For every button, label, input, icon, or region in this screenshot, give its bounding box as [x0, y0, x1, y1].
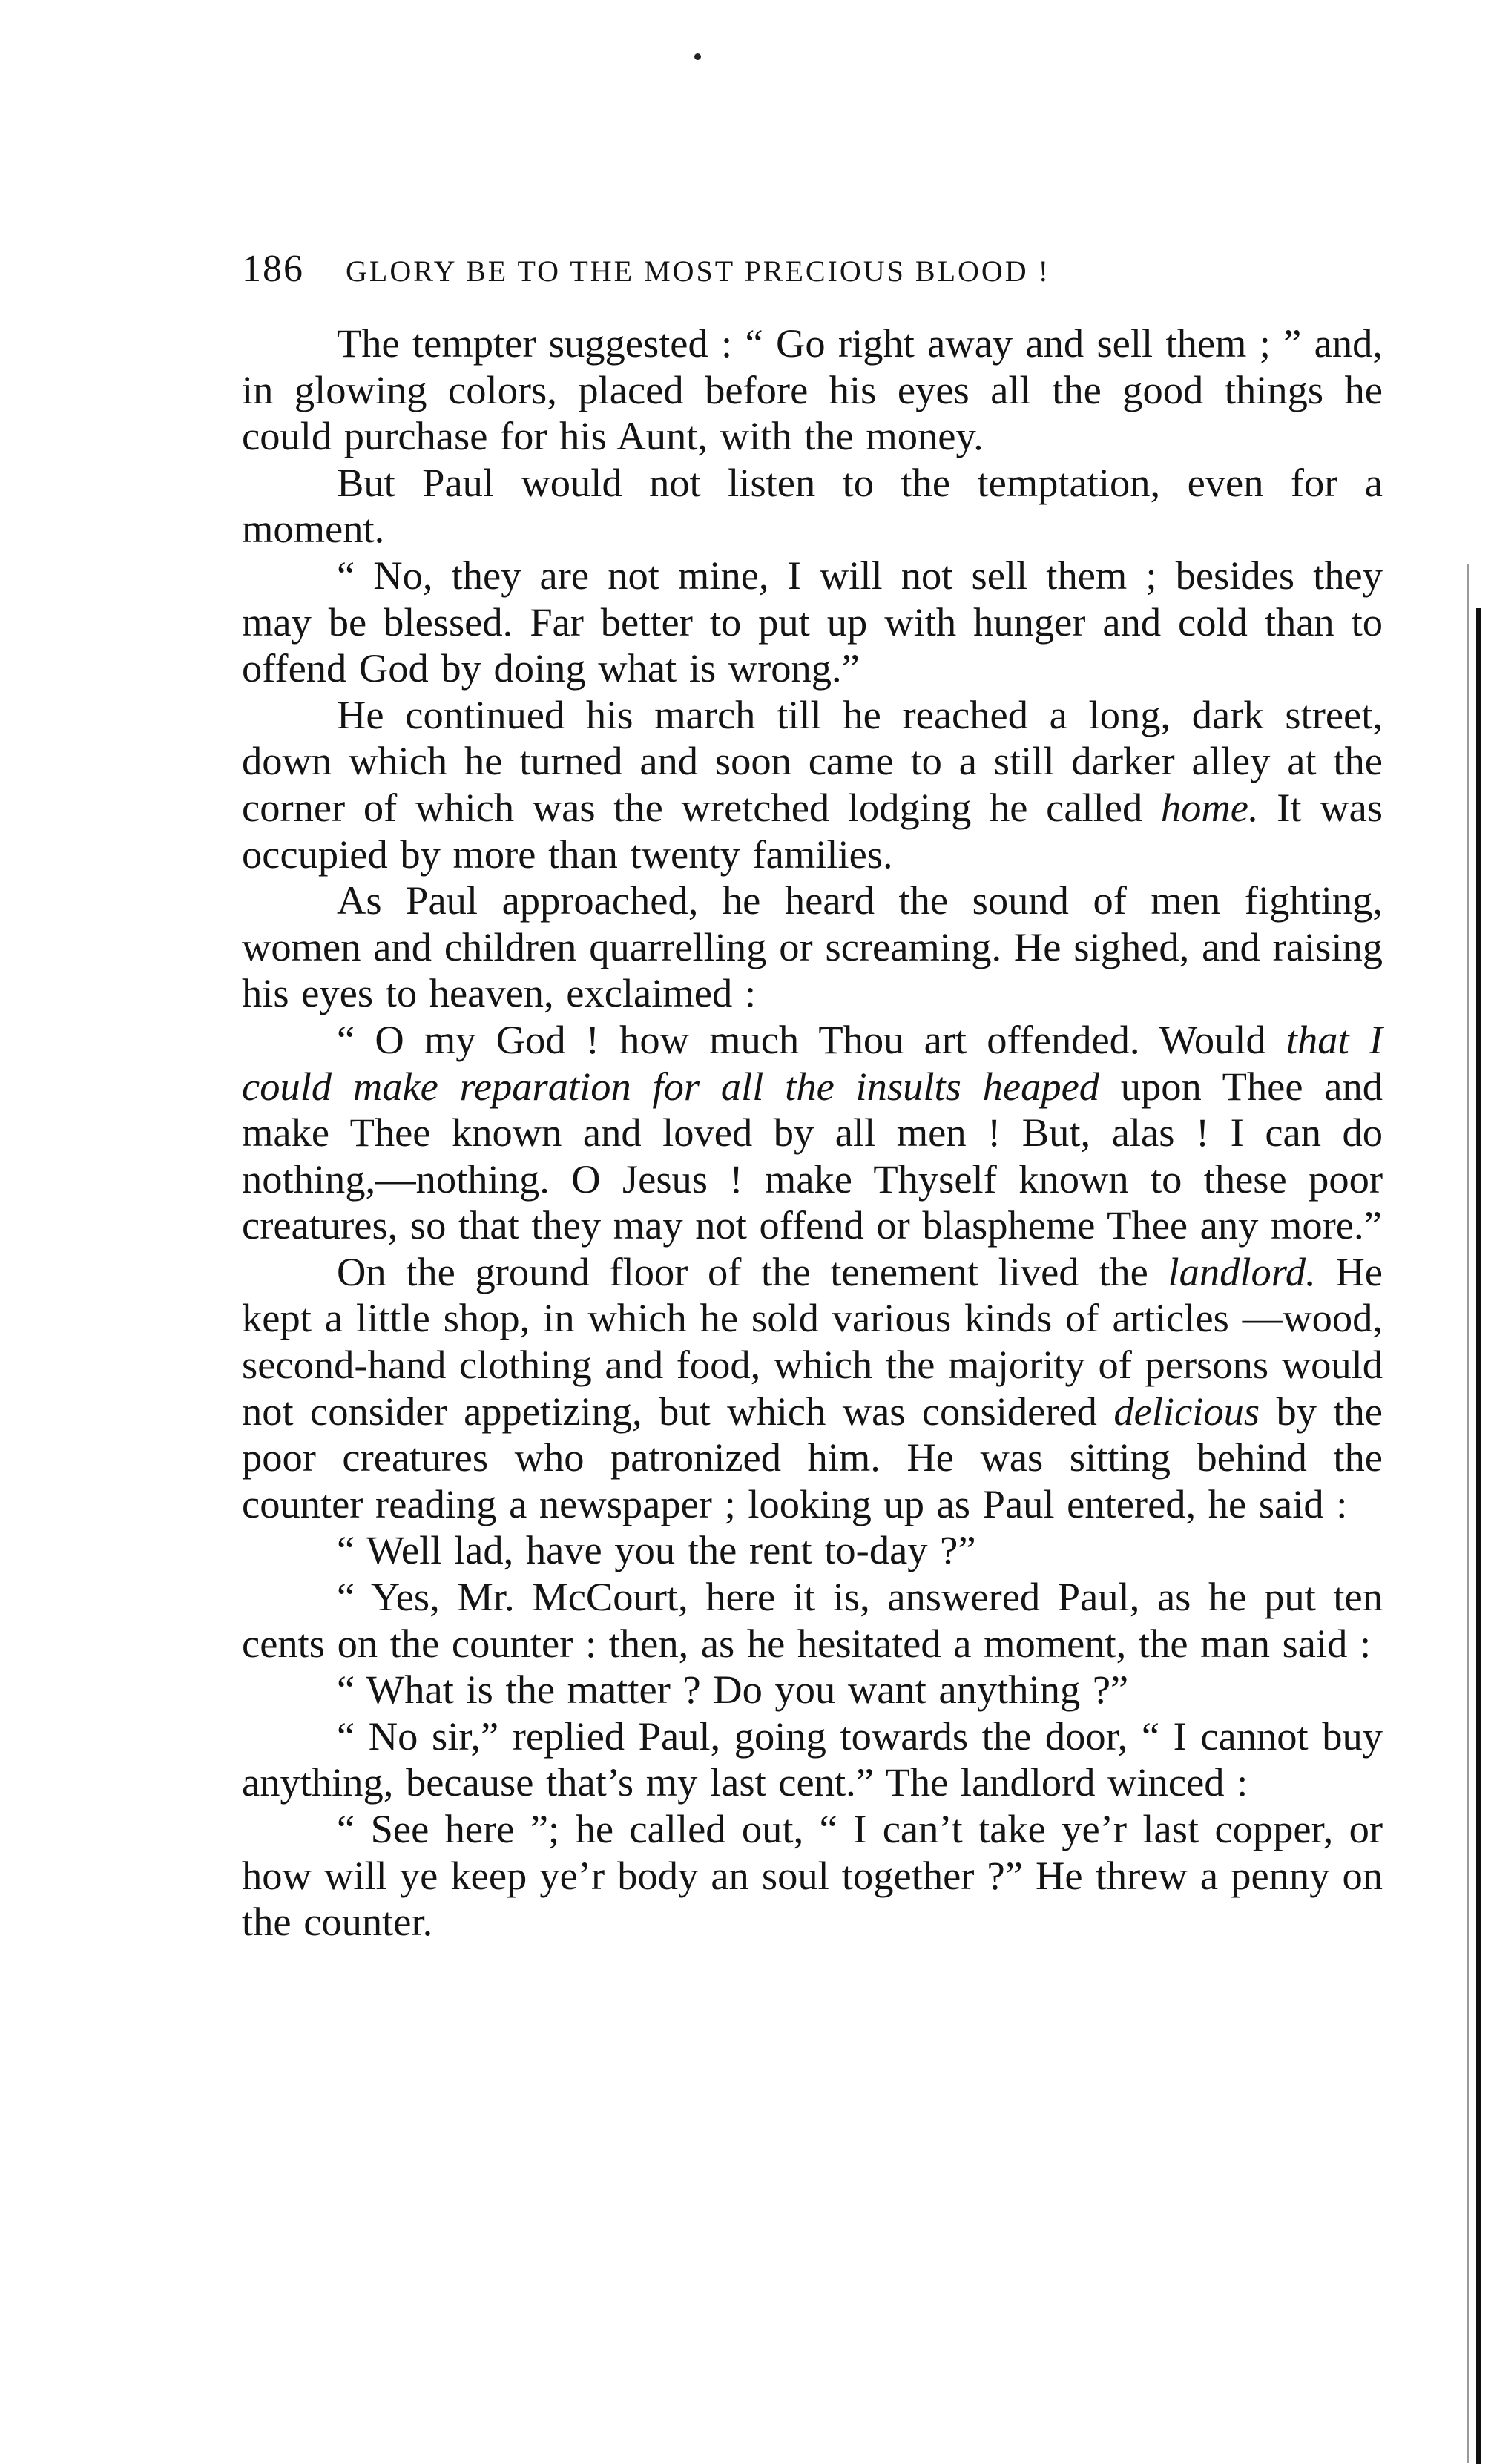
text-run: by the poor creatures who patronized him. He was sitting behind the counter reading a newspaper ; looking up as Paul entered, he said :	[242, 1388, 1383, 1526]
paragraph	[242, 692, 1383, 877]
paragraph: As Paul approached, he heard the sound of men fighting, women and children quarrelling or screaming. He sighed, and raising his eyes to heaven, exclaimed :	[242, 877, 1383, 1016]
paragraph: But Paul would not listen to the temptation, even for a moment.	[242, 459, 1383, 552]
italic-phrase: that I could make reparation for all the insults heaped	[242, 1016, 1383, 1109]
ink-speck	[694, 53, 701, 60]
paragraph	[242, 1017, 1383, 1249]
text-run: He continued his march till he reached a long, dark street, down which he turned and soon came to a still darker alley at the corner of which was the wretched lodging he called	[242, 691, 1383, 830]
italic-word-landlord: landlord.	[1168, 1248, 1316, 1294]
paragraph	[242, 1249, 1383, 1528]
text-run: “ O my God ! how much Thou art offended. Would	[337, 1016, 1286, 1062]
paragraph: “ Yes, Mr. McCourt, here it is, answered Paul, as he put ten cents on the counter : then, as he hesitated a moment, the man said :	[242, 1574, 1383, 1666]
text-run: On the ground floor of the tenement lived the	[337, 1248, 1168, 1294]
paragraph: The tempter suggested : “ Go right away and sell them ; ” and, in glowing colors, placed before his eyes all the good things he could purchase for his Aunt, with the money.	[242, 320, 1383, 459]
paragraph: “ What is the matter ? Do you want anything ?”	[337, 1667, 1129, 1713]
text-run: upon Thee and make Thee known and loved by all men ! But, alas ! I can do nothing,—nothing. O Jesus ! make Thyself known to these poor creatures, so that they may not offend or blaspheme Thee any more.”	[242, 1063, 1383, 1248]
italic-word-delicious: delicious	[1113, 1388, 1260, 1434]
text-run: It was occupied by more than twenty families.	[242, 784, 1383, 877]
running-title: GLORY BE TO THE MOST PRECIOUS BLOOD !	[346, 254, 1050, 288]
text-run: He kept a little shop, in which he sold various kinds of articles —wood, second-hand clothing and food, which the majority of persons would not consider appetizing, but which was considered	[242, 1248, 1383, 1434]
page-number: 186	[242, 248, 304, 290]
paragraph: “ See here ”; he called out, “ I can’t take ye’r last copper, or how will ye keep ye’r body an soul together ?” He threw a penny on the counter.	[242, 1806, 1383, 1945]
body-text	[242, 320, 1383, 1946]
page-edge	[1476, 608, 1481, 2464]
paragraph: “ Well lad, have you the rent to-day ?”	[337, 1527, 976, 1573]
italic-word-home: home.	[1160, 784, 1259, 830]
running-header	[242, 247, 1384, 291]
paragraph: “ No sir,” replied Paul, going towards the door, “ I cannot buy anything, because that’s my last cent.” The landlord winced :	[242, 1713, 1383, 1805]
paragraph: “ No, they are not mine, I will not sell them ; besides they may be blessed. Far better to put up with hunger and cold than to offend God by doing what is wrong.”	[242, 552, 1383, 691]
page-edge-shadow	[1467, 564, 1469, 2463]
